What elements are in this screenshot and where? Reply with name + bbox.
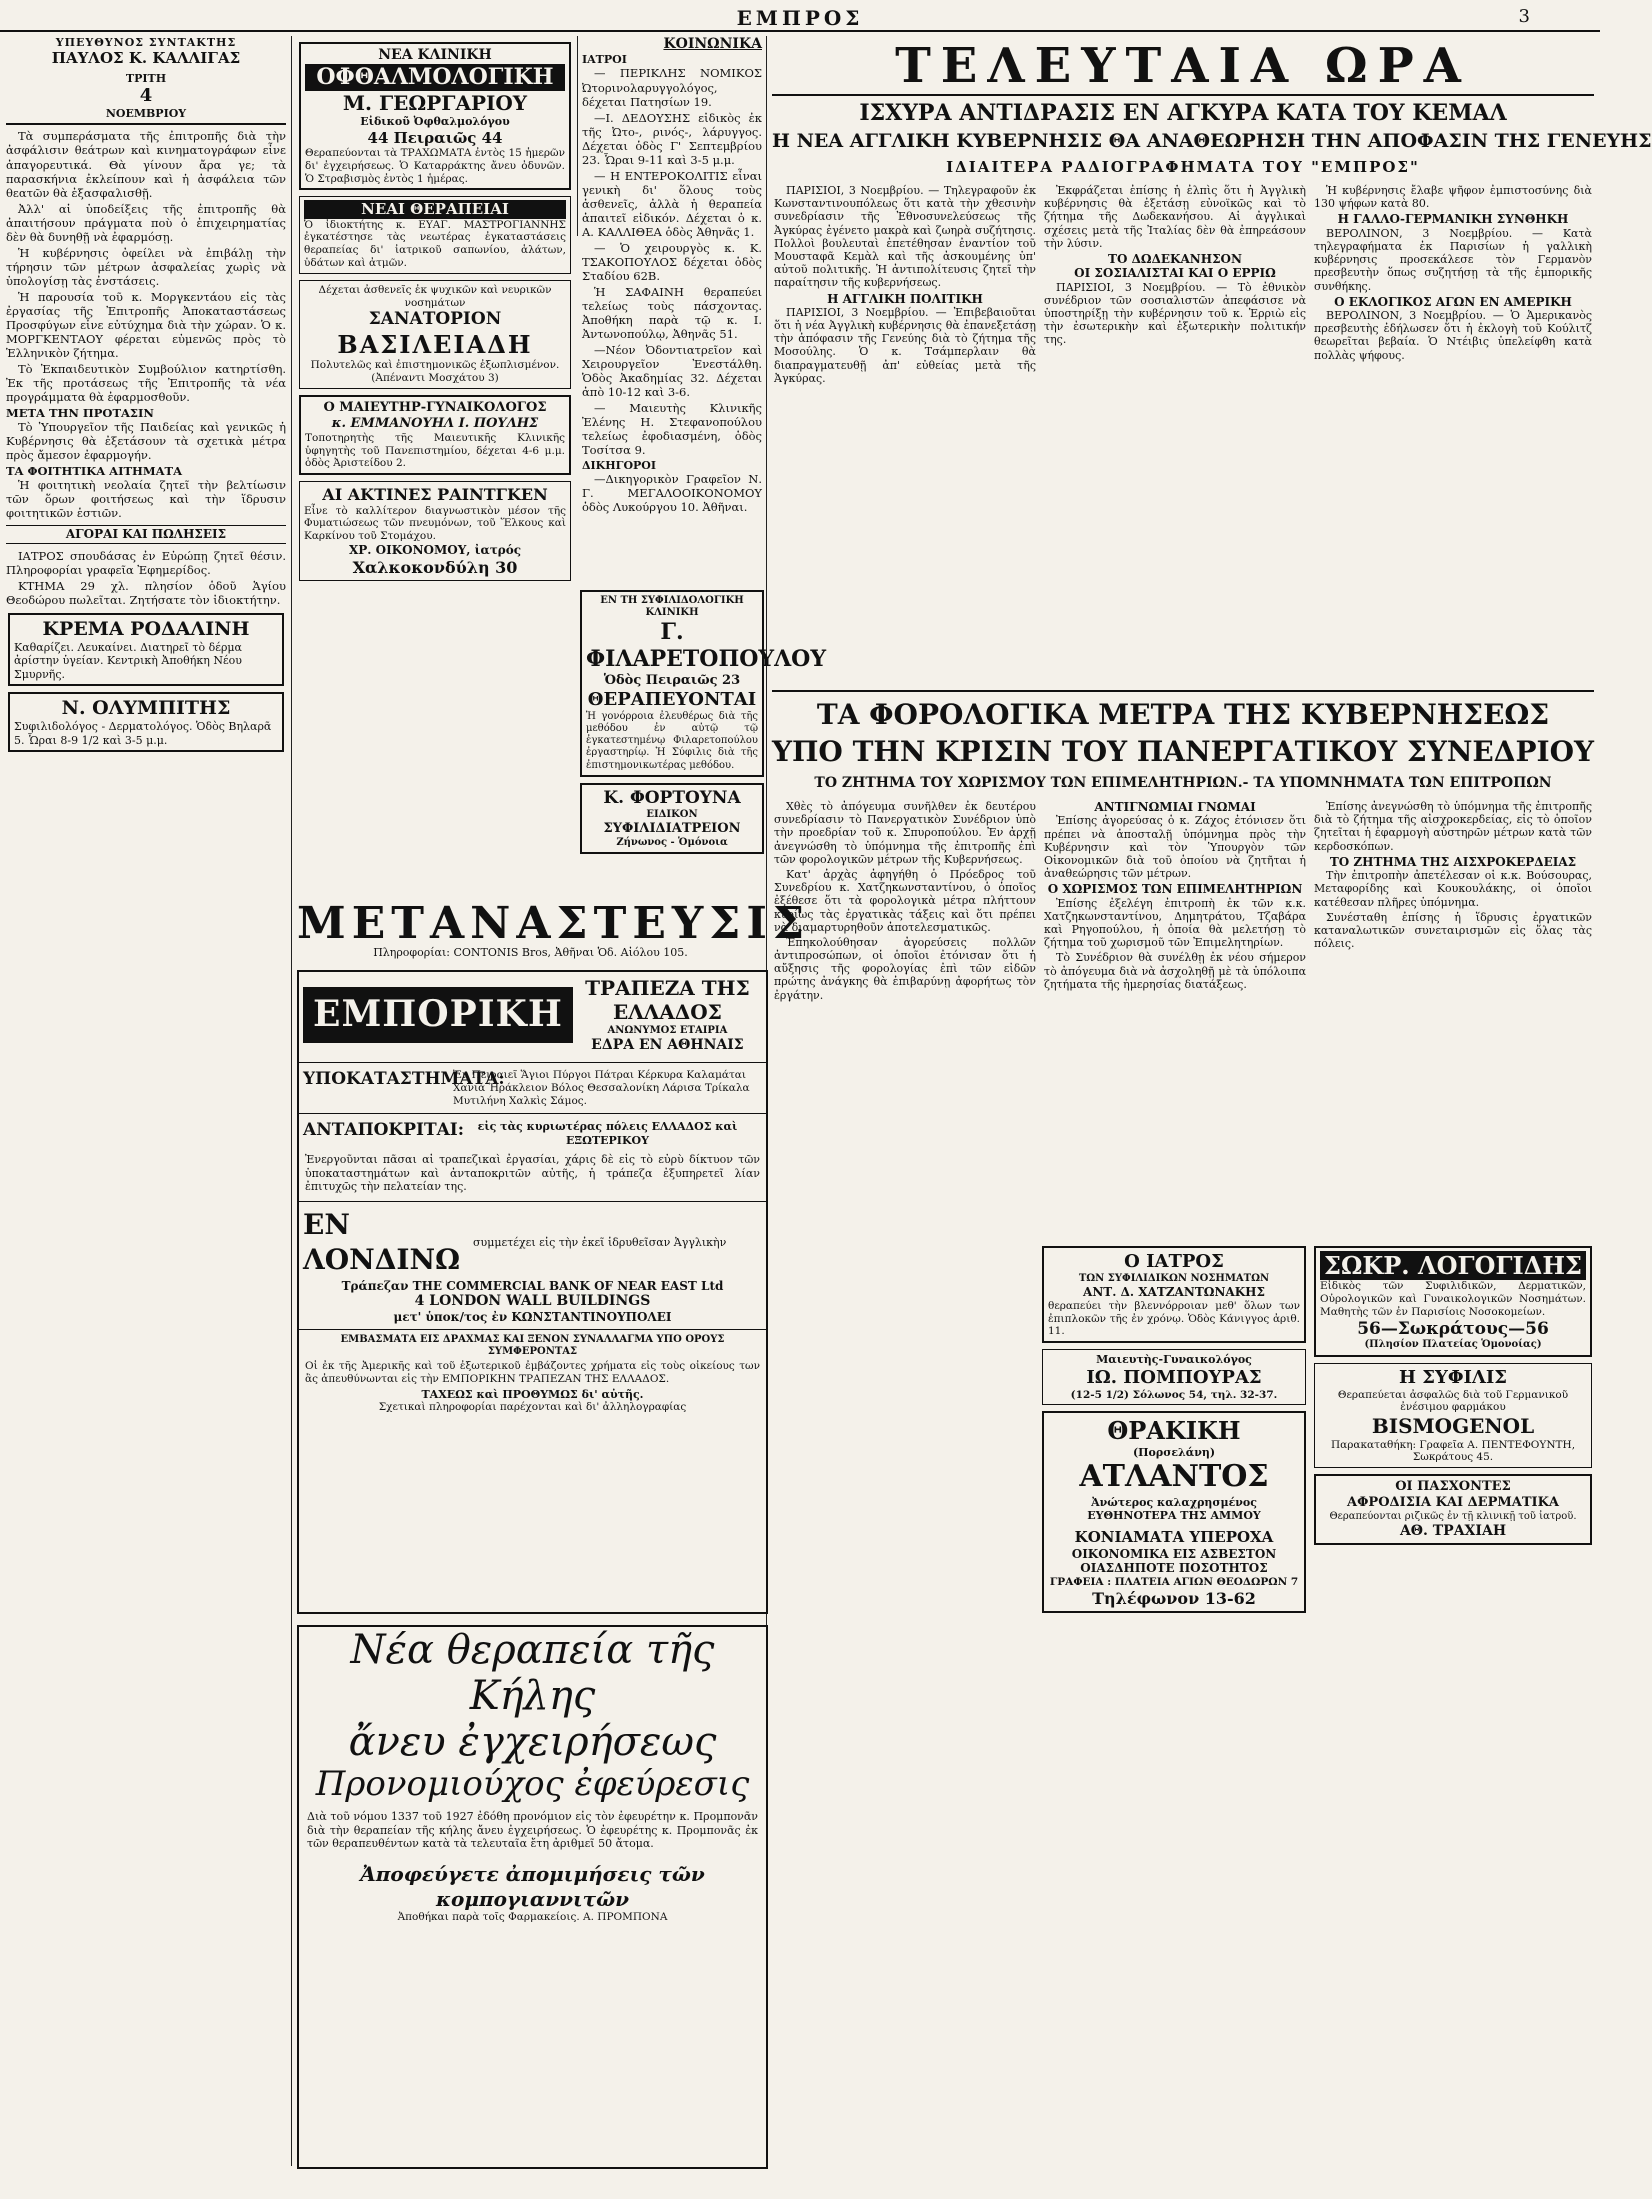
plaster-phone: Τηλέφωνον 13-62 [1092, 1588, 1256, 1608]
tax-column-2 [1044, 800, 1306, 1220]
ad-logougidis [1314, 1246, 1592, 1357]
herriot-heading: ΟΙ ΣΟΣΙΑΛΙΣΤΑΙ ΚΑΙ Ο ΕΡΡΙΩ [1074, 266, 1276, 281]
tax-paragraph: Ἐπίσης ἀγορεύσας ὁ κ. Ζάχος ἐτόνισεν ὅτι πρέπει νὰ ἀποσταλῇ ὑπόμνημα πρὸς τὴν Κυβέρνησιν καὶ τὸν Ὑπουργὸν τῶν Οἰκονομικῶν διὰ τοῦ ὁποίου νὰ ζητῆται ἡ ἀναθεώρησις τῶν μέτρων. [1044, 814, 1306, 881]
gyn-text: Τοποτηρητὴς τῆς Μαιευτικῆς Κλινικῆς ὑφηγητὴς τοῦ Πανεπιστημίου, δέχεται 4-6 μ.μ. ὁδὸς Ἀριστείδου 2. [305, 431, 565, 470]
tax-paragraph: Τὴν ἐπιτροπὴν ἀπετέλεσαν οἱ κ.κ. Βούσουρας, Μεταφορίδης καὶ Κουκουλάκης, οἱ ὁποῖοι κατέθεσαν πλῆρες ὑπόμνημα. [1314, 869, 1592, 909]
sanatorium-address: (Ἀπέναντι Μοσχάτου 3) [371, 372, 499, 385]
notice: — ΠΕΡΙΚΛΗΣ ΝΟΜΙΚΟΣ Ὠτορινολαρυγγολόγος, δέχεται Πατησίων 19. [582, 66, 762, 109]
sanatorium-name: ΒΑΣΙΛΕΙΑΔΗ [337, 330, 533, 360]
notice: — Η ΕΝΤΕΡΟΚΟΛΙΤΙΣ εἶναι γενικὴ δι' ὅλους τοὺς ἀσθενεῖς, ἀλλὰ ἡ θεραπεία ἀπαιτεῖ εἰδικόν. Δέχεται ὁ κ. Α. ΚΑΛΛΙΘΕΑ ὁδὸς Ἀθηνᾶς 1. [582, 168, 762, 239]
editorial-paragraph: Ἀλλ' αἱ ὑποδείξεις τῆς ἐπιτροπῆς θὰ ἀπαιτήσουν πράγματα ποὺ ὁ ἐπιχειρηματίας δὲν θὰ δυνηθῇ νὰ ἐφαρμόσῃ. [6, 201, 286, 244]
xray-address: Χαλκοκονδύλη 30 [352, 557, 518, 577]
tax-paragraph: Κατ' ἀρχὰς ἀφηγήθη ὁ Πρόεδρος τοῦ Συνεδρίου κ. Χατζηκωνσταντίνου, ὁ ὁποῖος ἐξέθεσε ὅτι τὰ φορολογικὰ μέτρα πλήττουν κυρίως τὰς ἐργατικὰς τάξεις καὶ ὅτι πρέπει νὰ διαμαρτυρηθοῦν ἀποτελεσματικῶς. [774, 867, 1036, 934]
doc-text: θεραπεύει τὴν βλεννόρροιαν μεθ' ὅλων των ἐπιπλοκῶν τῆς ἐν χρόνῳ. Ὁδὸς Κάνιγγος ἀριθ. 11. [1048, 1299, 1300, 1338]
correspondents-label: ΑΝΤΑΠΟΚΡΙΤΑΙ: [303, 1120, 465, 1141]
bank-title: ΤΡΑΠΕΖΑ ΤΗΣ ΕΛΛΑΔΟΣ [585, 976, 750, 1025]
gyn2-text: (12-5 1/2) Σόλωνος 54, τηλ. 32-37. [1070, 1388, 1278, 1401]
opinions-heading: ΑΝΤΙΓΝΩΜΙΑΙ ΓΝΩΜΑΙ [1094, 800, 1256, 814]
issue-date: 4 [139, 85, 153, 107]
cream-title: ΚΡΕΜΑ ΡΟΔΑΛΙΝΗ [42, 617, 250, 640]
news-paragraph: ΠΑΡΙΣΙΟΙ, 3 Νοεμβρίου. — Τηλεγραφοῦν ἐκ Κωνσταντινουπόλεως ὅτι κατὰ τὴν χθεσινὴν συνεδρίασιν τῆς Ἐθνοσυνελεύσεως τῆς Ἀγκύρας ἐγένετο μακρὰ καὶ ζωηρὰ συζήτησις. Πολλοὶ βουλευταὶ ἐπετέθησαν ἐναντίον τοῦ Μουσταφᾶ Κεμὰλ καὶ τῆς ἀσκουμένης ὑπ' αὐτοῦ πολιτικῆς. Ἡ ἀντιπολίτευσις ζητεῖ τὴν παραίτησιν τῆς κυβερνήσεως. [774, 184, 1036, 290]
bank-subtitle: ΑΝΩΝΥΜΟΣ ΕΤΑΙΡΙΑ [607, 1024, 728, 1036]
ad-syphilis [1314, 1363, 1592, 1469]
branches-label: ΥΠΟΚΑΤΑΣΤΗΜΑΤΑ: [303, 1069, 505, 1090]
aphrod-text: Θεραπεύονται ριζικῶς ἐν τῇ κλινικῇ τοῦ ἰατροῦ. [1329, 1510, 1577, 1522]
ad-bank [297, 970, 768, 1614]
emigration-title: ΜΕΤΑΝΑΣΤΕΥΣΙΣ [297, 898, 811, 949]
separation-heading: Ο ΧΩΡΙΣΜΟΣ ΤΩΝ ΕΠΙΜΕΛΗΤΗΡΙΩΝ [1047, 882, 1303, 897]
clinic-text: Θεραπεύονται τὰ ΤΡΑΧΩΜΑΤΑ ἐντὸς 15 ἡμερῶν δι' ἐγχειρήσεως. Ὁ Καταρράκτης ἄνευ ὀδυνῶν. Ὁ Στραβισμὸς ἐντὸς 1 ἡμέρας. [305, 147, 565, 185]
therapies-title: ΝΕΑΙ ΘΕΡΑΠΕΙΑΙ [304, 200, 566, 218]
clinic-big: ΘΕΡΑΠΕΥΟΝΤΑΙ [587, 688, 757, 710]
news-paragraph: ΒΕΡΟΛΙΝΟΝ, 3 Νοεμβρίου. — Ὁ Ἀμερικανὸς πρεσβευτὴς ἐδήλωσεν ὅτι ἡ ἐκλογὴ τοῦ Κούλιτζ θεωρεῖται βεβαία. Ὁ Ντέιβις ὑπελείφθη κατὰ πολλὰς ψήφους. [1314, 309, 1592, 362]
branches-text: Ἐν Πειραιεῖ Ἅγιοι Πύργοι Πάτραι Κέρκυρα Καλαμάται Χανιά Ἡράκλειον Βόλος Θεσσαλονίκη Λάρισα Τρίκαλα Μυτιλήνη Χαλκὶς Σάμος. [453, 1069, 750, 1107]
clinic-line: Εἰδικοῦ Ὀφθαλμολόγου [360, 115, 510, 129]
plaster-text: ΟΙΚΟΝΟΜΙΚΑ ΕΙΣ ΑΣΒΕΣΤΟΝ [1071, 1546, 1277, 1561]
logougidis-name: ΣΩΚΡ. ΛΟΓΟΓΙΔΗΣ [1320, 1251, 1586, 1280]
logougidis-text: Εἰδικὸς τῶν Συφιλιδικῶν, Δερματικῶν, Οὐρολογικῶν καὶ Γυναικολογικῶν Νοσημάτων. Μαθητὴς τῶν ἐν Παρισίοις Νοσοκομείων. [1320, 1280, 1586, 1318]
ad-gyn-pompouras [1042, 1349, 1306, 1405]
tax-head-2: ΥΠΟ ΤΗΝ ΚΡΙΣΙΝ ΤΟΥ ΠΑΝΕΡΓΑΤΙΚΟΥ ΣΥΝΕΔΡΙΟΥ [772, 735, 1595, 768]
gyn-title: Ο ΜΑΙΕΥΤΗΡ-ΓΥΝΑΙΚΟΛΟΓΟΣ [323, 400, 547, 416]
hernia-line3: Προνομιούχος ἐφεύρεσις [315, 1764, 750, 1804]
ad-doctor [1042, 1246, 1306, 1343]
correspondents-text: εἰς τὰς κυριωτέρας πόλεις ΕΛΛΑΔΟΣ καὶ ΕΞΩΤΕΡΙΚΟΥ [477, 1120, 738, 1147]
ad-syphilis-clinic [580, 590, 827, 900]
fortouna-name: Κ. ΦΟΡΤΟΥΝΑ [603, 787, 741, 808]
emigration-text: Πληροφορίαι: CONTONIS Bros, Ἀθῆναι Ὁδ. Αἰόλου 105. [373, 946, 688, 959]
issue-month: ΝΟΕΜΒΡΙΟΥ [6, 107, 286, 125]
clinic-name: Γ. ΦΙΛΑΡΕΤΟΠΟΥΛΟΥ [586, 619, 827, 673]
headline-sub3: ΙΔΙΑΙΤΕΡΑ ΡΑΔΙΟΓΡΑΦΗΜΑΤΑ ΤΟΥ "ΕΜΠΡΟΣ" [946, 158, 1420, 176]
notice: —Δικηγορικὸν Γραφεῖον Ν. Γ. ΜΕΓΑΛΟΟΙΚΟΝΟΜΟΥ ὁδὸς Λυκούργου 10. Ἀθῆναι. [582, 472, 762, 515]
news-paragraph: ΠΑΡΙΣΙΟΙ, 3 Νοεμβρίου. — Ἐπιβεβαιοῦται ὅτι ἡ νέα Ἀγγλικὴ κυβέρνησις θὰ ἐπανεξετάσῃ τὴν ἀπόφασιν τῆς Γενεύης διὰ τὸ ζήτημα τῆς Μοσούλης. Ὁ κ. Τσάμπερλαιν θὰ διαπραγματευθῇ ἀπ' εὐθείας μετὰ τῆς Ἀγκύρας. [774, 305, 1036, 385]
market-heading: ΑΓΟΡΑΙ ΚΑΙ ΠΩΛΗΣΕΙΣ [6, 525, 286, 544]
headline-sub2: Η ΝΕΑ ΑΓΓΛΙΚΗ ΚΥΒΕΡΝΗΣΙΣ ΘΑ ΑΝΑΘΕΩΡΗΣΗ ΤΗΝ ΑΠΟΦΑΣΙΝ ΤΗΣ ΓΕΝΕΥΗΣ [772, 130, 1652, 152]
proposal-line: ΜΕΤΑ ΤΗΝ ΠΡΟΤΑΣΙΝ [6, 405, 154, 420]
issue-day: ΤΡΙΤΗ [125, 71, 167, 85]
doc-name: ΑΝΤ. Δ. ΧΑΤΖΑΝΤΩΝΑΚΗΣ [1083, 1285, 1265, 1300]
ad-hernia [297, 1625, 768, 2169]
column-ads-right [1312, 1240, 1594, 2170]
thraki-text: Ἀνώτερος καλαχρησμένος ΕΥΘΗΝΟΤΕΡΑ ΤΗΣ ΑΜΜΟΥ [1087, 1495, 1261, 1522]
fortouna-type: ΣΥΦΙΛΙΔΙΑΤΡΕΙΟΝ [603, 820, 741, 836]
column-editorial [6, 36, 286, 2186]
tax-paragraph: Συνέσταθη ἐπίσης ἡ ἵδρυσις ἐργατικῶν καταναλωτικῶν συνεταιρισμῶν εἰς ὅλας τὰς πόλεις. [1314, 910, 1592, 951]
newspaper-name: ΕΜΠΡΟΣ [736, 6, 864, 30]
ad-gynecologist [299, 395, 571, 475]
olympitis-title: Ν. ΟΛΥΜΠΙΤΗΣ [61, 696, 231, 719]
clinic-street: Ὁδὸς Πειραιῶς 23 [603, 673, 741, 689]
editorial-paragraph: Τὸ Ἐκπαιδευτικὸν Συμβούλιον κατηρτίσθη. Ἐκ τῆς προτάσεως τῆς Ἐπιτροπῆς τὰ νέα προγράμματα θὰ ἐφαρμοσθοῦν. [6, 361, 286, 404]
tax-paragraph: Ἐπηκολούθησαν ἀγορεύσεις πολλῶν ἀντιπροσώπων, οἱ ὁποῖοι ἐτόνισαν ὅτι ἡ αὔξησις τῆς φορολογίας ἐπὶ τῶν εἰδῶν πρώτης ἀνάγκης θὰ ἐπιβαρύνῃ ἀφορήτως τὸν ἐργάτην. [774, 935, 1036, 1002]
thraki-sub: (Πορσελάνη) [1132, 1445, 1216, 1459]
page-number: 3 [1518, 6, 1530, 27]
thraki-title: ΘΡΑΚΙΚΗ [1107, 1416, 1241, 1446]
lawyers-heading: ΔΙΚΗΓΟΡΟΙ [582, 458, 657, 472]
aphrod-title: ΟΙ ΠΑΣΧΟΝΤΕΣ [1395, 1479, 1511, 1495]
xray-doctor: ΧΡ. ΟΙΚΟΝΟΜΟΥ, ἰατρός [348, 543, 522, 558]
news-column-2 [1044, 184, 1306, 684]
tax-paragraph: Χθὲς τὸ ἀπόγευμα συνῆλθεν ἐκ δευτέρου συνεδρίασιν τὸ Πανεργατικὸν Συνέδριον ὑπὸ τὴν προεδρίαν τοῦ κ. Σπυροπούλου. Ἐν ἀρχῇ ἀνεγνώσθη τὸ ὑπόμνημα τῆς ἐπιτροπῆς ἐπὶ τῶν φορολογικῶν μέτρων τῆς Κυβερνήσεως. [774, 800, 1036, 866]
therapies-text: Ὁ ἰδιοκτήτης κ. ΕΥΑΓ. ΜΑΣΤΡΟΓΙΑΝΝΗΣ ἐγκατέστησε τὰς νεωτέρας ἐγκαταστάσεις θεραπείας δι' ἰατρικοῦ σαπωνίου, ἁλάτων, ὑδάτων καὶ ἀτμῶν. [304, 218, 566, 270]
london-branch: μετ' ὑποκ/τος ἐν ΚΩΝΣΤΑΝΤΙΝΟΥΠΟΛΕΙ [393, 1310, 672, 1325]
news-paragraph: Ἡ κυβέρνησις ἔλαβε ψῆφον ἐμπιστοσύνης διὰ 130 ψήφων κατὰ 80. [1314, 184, 1592, 211]
remit-info: Σχετικαὶ πληροφορίαι παρέχονται καὶ δι' ἀλληλογραφίας [378, 1401, 687, 1414]
olympitis-text: Συφιλιδολόγος - Δερματολόγος. Ὁδὸς Βηλαρᾶ 5. Ὧραι 8-9 1/2 καὶ 3-5 μ.μ. [14, 720, 272, 747]
syphilis-foot: Παρακαταθήκη: Γραφεῖα Α. ΠΕΝΤΕΦΟΥΝΤΗ, Σωκράτους 45. [1330, 1438, 1576, 1464]
ad-ophthalmology [299, 42, 571, 190]
news-column-1 [774, 184, 1036, 684]
aphrod-name: ΑΘ. ΤΡΑΧΙΑΗ [1399, 1523, 1507, 1540]
headline-main: ΤΕΛΕΥΤΑΙΑ ΩΡΑ [772, 38, 1594, 96]
syphilis-title: Η ΣΥΦΙΛΙΣ [1398, 1366, 1508, 1388]
students-heading: ΤΑ ΦΟΙΤΗΤΙΚΑ ΑΙΤΗΜΑΤΑ [6, 463, 183, 478]
editorial-paragraph: Ἡ κυβέρνησις ὀφείλει νὰ ἐπιβάλῃ τὴν τήρησιν τῶν μέτρων ἀσφαλείας χωρὶς νὰ ὑπολογίσῃ τὰς ἐνστάσεις. [6, 245, 286, 288]
clinic-doctor: Μ. ΓΕΩΡΓΑΡΙΟΥ [342, 90, 528, 115]
hernia-line1: Νέα θεραπεία τῆς Κήλης [350, 1627, 715, 1719]
classified-ad: ΚΤΗΜΑ 29 χλ. πλησίον ὁδοῦ Ἁγίου Θεοδώρου πωλεῖται. Ζητήσατε τὸν ἰδιοκτήτην. [6, 578, 286, 607]
english-heading: Η ΑΓΓΛΙΚΗ ΠΟΛΙΤΙΚΗ [827, 291, 983, 306]
hernia-foot: Ἀποθήκαι παρὰ τοῖς Φαρμακείοις. Α. ΠΡΟΜΠΟΝΑ [397, 1911, 668, 1924]
tax-paragraph: Ἐπίσης ἀνεγνώσθη τὸ ὑπόμνημα τῆς ἐπιτροπῆς διὰ τὸ ζήτημα τῆς αἰσχροκερδείας, εἰς τὸ ὁποῖον ζητεῖται ἡ ἐφαρμογὴ αὐστηρῶν μέτρων κατὰ τῶν κερδοσκόπων. [1314, 800, 1592, 853]
tax-paragraph: Ἐπίσης ἐξελέγη ἐπιτροπὴ ἐκ τῶν κ.κ. Χατζηκωνσταντίνου, Δημητράτου, Τζαβάρα καὶ Ρηγοπούλου, ἡ ὁποία θὰ μελετήσῃ τὸ ζήτημα τοῦ χωρισμοῦ τῶν Ἐπιμελητηρίων. [1044, 896, 1306, 950]
clinic-address: 44 Πειραιῶς 44 [367, 128, 503, 147]
section-social: ΚΟΙΝΩΝΙΚΑ [663, 36, 762, 52]
news-paragraph: ΒΕΡΟΛΙΝΟΝ, 3 Νοεμβρίου. — Κατὰ τηλεγραφήματα ἐκ Παρισίων ἡ γαλλικὴ κυβέρνησις προσεκάλεσε τὸν Γερμανὸν πρεσβευτὴν ὅπως συζητήσῃ τὰ τῆς ἐμπορικῆς συνθήκης. [1314, 226, 1592, 293]
sanatorium-pre: Δέχεται ἀσθενεῖς ἐκ ψυχικῶν καὶ νευρικῶν νοσημάτων [318, 283, 552, 309]
news-paragraph: ΠΑΡΙΣΙΟΙ, 3 Νοεμβρίου. — Τὸ ἐθνικὸν συνέδριον τῶν σοσιαλιστῶν ἀπεφάσισε νὰ ὑποστηρίξῃ τὴν κυβέρνησιν τοῦ κ. Ἑρριὼ εἰς τὴν ἐσωτερικὴν καὶ ἐξωτερικὴν πολιτικήν της. [1044, 280, 1306, 347]
doc-title: Ο ΙΑΤΡΟΣ [1124, 1251, 1224, 1272]
hernia-line2: ἄνευ ἐγχειρήσεως [348, 1719, 717, 1765]
ad-thraki [1042, 1411, 1306, 1613]
bank-logo: ΕΜΠΟΡΙΚΗ [303, 987, 573, 1043]
editor-label: ΥΠΕΥΘΥΝΟΣ ΣΥΝΤΑΚΤΗΣ [55, 36, 237, 49]
clinic-box [580, 590, 827, 777]
news-paragraph: Ἐκφράζεται ἐπίσης ἡ ἐλπὶς ὅτι ἡ Ἀγγλικὴ κυβέρνησις θὰ ἐξετάσῃ εὐνοϊκῶς καὶ τὸ ζήτημα τῆς Δωδεκανήσου. Αἱ ἀγγλικαὶ σχέσεις μετὰ τῆς Ἰταλίας δὲν θὰ ἐπηρεάσουν τὴν λύσιν. [1044, 184, 1306, 250]
remit-head: ΕΜΒΑΣΜΑΤΑ ΕΙΣ ΔΡΑΧΜΑΣ ΚΑΙ ΞΕΝΟΝ ΣΥΝΑΛΛΑΓΜΑ ΥΠΟ ΟΡΟΥΣ ΣΥΜΦΕΡΟΝΤΑΣ [340, 1334, 725, 1358]
classified-ad: ΙΑΤΡΟΣ σπουδάσας ἐν Εὐρώπῃ ζητεῖ θέσιν. Πληροφορίαι γραφεῖα Ἐφημερίδος. [6, 548, 286, 577]
logougidis-foot: (Πλησίον Πλατείας Ὁμονοίας) [1364, 1339, 1542, 1351]
remit-foot: ΤΑΧΕΩΣ καὶ ΠΡΟΘΥΜΩΣ δι' αὐτῆς. [421, 1388, 644, 1402]
fortouna-address: Ζήνωνος - Ὁμόνοια [616, 836, 728, 848]
editorial-paragraph: Ἡ παρουσία τοῦ κ. Μοργκεντάου εἰς τὰς ἐργασίας τῆς Ἐπιτροπῆς Ἀποκαταστάσεως Προσφύγων εἶνε εὐτύχημα διὰ τὴν χώραν. Ὁ κ. ΜΟΡΓΚΕΝΤΑΟΥ φέρεται εὐμενῶς πρὸς τὸ Ἑλληνικὸν ζήτημα. [6, 289, 286, 360]
tax-head-1: ΤΑ ΦΟΡΟΛΟΓΙΚΑ ΜΕΤΡΑ ΤΗΣ ΚΥΒΕΡΝΗΣΕΩΣ [772, 690, 1594, 731]
plaster-title: ΚΟΝΙΑΜΑΤΑ ΥΠΕΡΟΧΑ [1074, 1528, 1274, 1547]
plaster-office: ΓΡΑΦΕΙΑ : ΠΛΑΤΕΙΑ ΑΓΙΩΝ ΘΕΟΔΩΡΩΝ 7 [1049, 1575, 1299, 1588]
profiteering-heading: ΤΟ ΖΗΤΗΜΑ ΤΗΣ ΑΙΣΧΡΟΚΕΡΔΕΙΑΣ [1329, 854, 1577, 869]
syphilis-drug: BISMOGENOL [1371, 1414, 1535, 1439]
ad-cream [8, 613, 284, 686]
notice: —Ι. ΔΕΔΟΥΣΗΣ εἰδικὸς ἐκ τῆς Ὠτο-, ρινός-, λάρυγγος. Δέχεται ὁδὸς Γ' Σεπτεμβρίου 23. Ὧραι 9-11 καὶ 3-5 μ.μ. [582, 110, 762, 167]
dodecanese-heading: ΤΟ ΔΩΔΕΚΑΝΗΣΟΝ [1108, 251, 1242, 266]
gyn2-name: ΙΩ. ΠΟΜΠΟΥΡΑΣ [1086, 1366, 1262, 1388]
ad-emigration [297, 898, 811, 960]
fortouna-sub: ΕΙΔΙΚΟΝ [646, 808, 698, 820]
logougidis-address: 56—Σωκράτους—56 [1357, 1318, 1549, 1339]
clinic-pre: ΝΕΑ ΚΛΙΝΙΚΗ [378, 47, 492, 63]
ad-xray [299, 481, 571, 581]
ad-therapies [299, 196, 571, 273]
tax-paragraph: Τὸ Συνέδριον θὰ συνέλθῃ ἐκ νέου σήμερον τὸ ἀπόγευμα διὰ νὰ ἀσχοληθῇ μὲ τὰ ὑπόλοιπα ζητήματα τῆς ἡμερησίας διατάξεως. [1044, 951, 1306, 991]
masthead [0, 8, 1600, 32]
notice: — Ὁ χειρουργὸς κ. Κ. ΤΣΑΚΟΠΟΥΛΟΣ δέχεται ὁδὸς Σταδίου 62Β. [582, 240, 762, 283]
aphrod-sub: ΑΦΡΟΔΙΣΙΑ ΚΑΙ ΔΕΡΜΑΤΙΚΑ [1347, 1494, 1559, 1510]
clinic-pre: ΕΝ ΤΗ ΣΥΦΙΛΙΔΟΛΟΓΙΚΗ ΚΛΙΝΙΚΗ [600, 595, 744, 619]
election-heading: Ο ΕΚΛΟΓΙΚΟΣ ΑΓΩΝ ΕΝ ΑΜΕΡΙΚΗ [1334, 294, 1572, 309]
editorial-paragraph: Τὰ συμπεράσματα τῆς ἐπιτροπῆς διὰ τὴν ἀσφάλισιν θεάτρων καὶ κινηματογράφων εἶνε ἀπαγορευτικά. Θὰ γίνουν ἄρα γε; τὰ παρασκήνια ἐκλείπουν καὶ ἡ ἀσφάλεια τῶν θεατῶν θὰ ἐξασφαλισθῇ. [6, 129, 286, 200]
column-ads-mid [1040, 1240, 1308, 2170]
clinic-text: Ἡ γονόρροια ἐλευθέρως διὰ τῆς μεθόδου ἐν αὐτῷ τῷ ἐγκατεστημένῳ Φιλαρετοπούλου ἐργαστηρίῳ. Ἡ Σύφιλις διὰ τῆς ἐπιστημονικωτέρας μεθόδου. [586, 710, 758, 771]
news-column-3 [1314, 184, 1592, 684]
column-rule [291, 36, 292, 2166]
tax-column-3 [1314, 800, 1592, 1220]
editor-name: ΠΑΥΛΟΣ Κ. ΚΑΛΛΙΓΑΣ [51, 49, 241, 68]
franco-heading: Η ΓΑΛΛΟ-ΓΕΡΜΑΝΙΚΗ ΣΥΝΘΗΚΗ [1337, 212, 1569, 227]
sanatorium-label: ΣΑΝΑΤΟΡΙΟΝ [368, 309, 502, 330]
ad-sanatorium [299, 280, 571, 389]
operations-text: Ἐνεργοῦνται πᾶσαι αἱ τραπεζικαὶ ἐργασίαι, χάρις δὲ εἰς τὸ εὐρὺ δίκτυον τῶν ὑποκαταστημάτων καὶ ἀνταποκριτῶν αὐτῆς, ἡ τράπεζα ἐξυπηρετεῖ λίαν ἐπιτυχῶς τὴν πελατείαν της. [305, 1153, 760, 1194]
notice: Ἡ ΣΑΦΑΙΝΗ θεραπεύει τελείως τοὺς πάσχοντας. Ἀποθήκη παρὰ τῷ κ. Ι. Ἀντωνοπούλῳ, Ἀθηνᾶς 51. [582, 284, 762, 341]
remit-text: Οἱ ἐκ τῆς Ἀμερικῆς καὶ τοῦ ἐξωτερικοῦ ἐμβάζοντες χρήματα εἰς τοὺς οἰκείους των ἂς ἀπευθύνωνται εἰς τὴν ΕΜΠΟΡΙΚΗΝ ΤΡΑΠΕΖΑΝ ΤΗΣ ΕΛΛΑΔΟΣ. [305, 1360, 760, 1386]
hernia-warn: Ἀποφεύγετε ἀπομιμήσεις τῶν κομπογιαννιτῶν [360, 1862, 705, 1911]
gyn2-title: Μαιευτὴς-Γυναικολόγος [1096, 1353, 1252, 1367]
doctors-heading: ΙΑΤΡΟΙ [582, 53, 627, 67]
xray-title: ΑΙ ΑΚΤΙΝΕΣ ΡΑΙΝΤΓΚΕΝ [322, 485, 548, 505]
gyn-name: κ. ΕΜΜΑΝΟΥΗΛ Ι. ΠΟΥΛΗΣ [331, 415, 539, 431]
cream-text: Καθαρίζει. Λευκαίνει. Διατηρεῖ τὸ δέρμα ἀρίστην ὑγείαν. Κεντρικὴ Ἀποθήκη Νέου Σμυρνῆς. [14, 640, 242, 681]
ad-olympitis [8, 692, 284, 752]
london-bank: Τράπεζαν THE COMMERCIAL BANK OF NEAR EAST Ltd [341, 1278, 724, 1293]
syphilis-text: Θεραπεύεται ἀσφαλῶς διὰ τοῦ Γερμανικοῦ ἐνέσιμου φαρμάκου [1337, 1388, 1569, 1414]
london-note: συμμετέχει εἰς τὴν ἐκεῖ ἱδρυθεῖσαν Ἀγγλικὴν [473, 1235, 727, 1249]
hernia-text: Διὰ τοῦ νόμου 1337 τοῦ 1927 ἐδόθη προνόμιον εἰς τὸν ἐφευρέτην κ. Προμπονᾶν διὰ τὴν θεραπείαν τῆς κήλης ἄνευ ἐγχειρήσεως. Ὁ ἐφευρέτης κ. Προμπονᾶς ἐκ τῶν θεραπευθέντων κατὰ τὰ τελευταῖα ἔτη ἀριθμεῖ 50 ἄτομα. [307, 1810, 758, 1850]
tax-column-1 [774, 800, 1036, 2170]
london-label: ΕΝ ΛΟΝΔΙΝΩ [303, 1208, 461, 1276]
ad-fortouna [580, 783, 764, 854]
doc-sub: ΤΩΝ ΣΥΦΙΛΙΔΙΚΩΝ ΝΟΣΗΜΑΤΩΝ [1078, 1272, 1270, 1284]
notice: — Μαιευτὴς Κλινικῆς Ἐλένης Η. Στεφανοπούλου τελείως ἐφοδιασμένη, ὁδὸς Τοσίτσα 9. [582, 400, 762, 457]
plaster-foot: ΟΙΑΣΔΗΠΟΤΕ ΠΟΣΟΤΗΤΟΣ [1080, 1561, 1268, 1576]
bank-seat: ΕΔΡΑ ΕΝ ΑΘΗΝΑΙΣ [591, 1036, 744, 1053]
column-rule [577, 36, 578, 236]
london-address: 4 LONDON WALL BUILDINGS [414, 1293, 651, 1310]
editorial-paragraph: Τὸ Ὑπουργεῖον τῆς Παιδείας καὶ γενικῶς ἡ Κυβέρνησις θὰ ἐξετάσουν τὰ σχετικὰ μέτρα πρὸς ἄμεσον ἐφαρμογήν. [6, 419, 286, 462]
xray-text: Εἶνε τὸ καλλίτερον διαγνωστικὸν μέσον τῆς Φυματιώσεως τῶν πνευμόνων, τοῦ Ἕλκους καὶ Καρκίνου τοῦ Στομάχου. [304, 504, 566, 543]
tax-head-3: ΤΟ ΖΗΤΗΜΑ ΤΟΥ ΧΩΡΙΣΜΟΥ ΤΩΝ ΕΠΙΜΕΛΗΤΗΡΙΩΝ.- ΤΑ ΥΠΟΜΝΗΜΑΤΑ ΤΩΝ ΕΠΙΤΡΟΠΩΝ [814, 775, 1552, 791]
clinic-title: ΟΦΘΑΛΜΟΛΟΓΙΚΗ [305, 64, 565, 91]
ad-aphrodisia [1314, 1474, 1592, 1545]
sanatorium-text: Πολυτελῶς καὶ ἐπιστημονικῶς ἐξωπλισμένον. [310, 359, 560, 372]
editorial-paragraph: Ἡ φοιτητικὴ νεολαία ζητεῖ τὴν βελτίωσιν τῶν ὅρων φοιτήσεως καὶ τὴν ἵδρυσιν φοιτητικῶν ἑστιῶν. [6, 477, 286, 520]
notice: —Νέον Ὀδοντιατρεῖον καὶ Χειρουργεῖον Ἐνεστάλθη. Ὁδὸς Ἀκαδημίας 32. Δέχεται ἀπὸ 10-12 καὶ 3-6. [582, 342, 762, 399]
thraki-name: ΑΤΛΑΝΤΟΣ [1079, 1458, 1269, 1494]
headline-sub1: ΙΣΧΥΡΑ ΑΝΤΙΔΡΑΣΙΣ ΕΝ ΑΓΚΥΡΑ ΚΑΤΑ ΤΟΥ ΚΕΜΑΛ [859, 100, 1507, 126]
